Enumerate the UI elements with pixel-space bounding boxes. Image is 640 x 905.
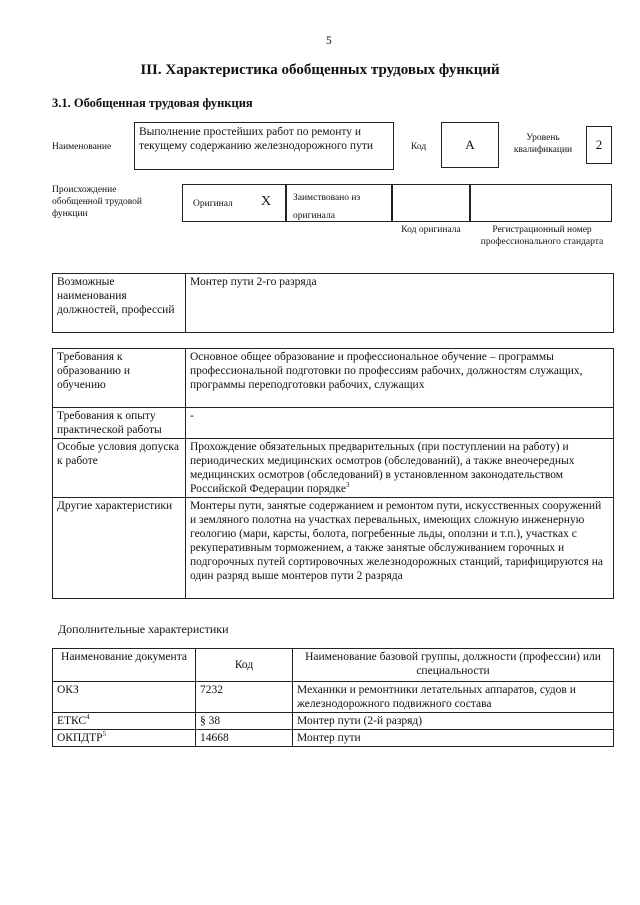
row-doc — [53, 682, 196, 713]
req-experience-label: Требования к опыту практической работы — [53, 408, 186, 439]
req-admission-label: Особые условия допуска к работе — [53, 439, 186, 498]
name-label: Наименование — [52, 142, 112, 152]
original-cell — [182, 184, 286, 222]
table-row — [53, 730, 614, 747]
req-experience-value: - — [186, 408, 614, 439]
row-name: Монтер пути — [293, 730, 614, 747]
row-name: Механики и ремонтники летательных аппаратов, судов и железнодорожного подвижного состава — [293, 682, 614, 713]
req-other-label: Другие характеристики — [53, 498, 186, 599]
table-row — [53, 498, 614, 599]
borrowed-cell — [286, 184, 392, 222]
level-label: Уровень квалификации — [513, 133, 573, 155]
additional-table — [52, 648, 614, 747]
code-value: А — [465, 137, 475, 152]
additional-title: Дополнительные характеристики — [58, 622, 229, 636]
subsection-title: 3.1. Обобщенная трудовая функция — [52, 96, 253, 110]
table-row — [53, 349, 614, 408]
level-value-box — [586, 126, 612, 164]
row-doc — [53, 713, 196, 730]
positions-value: Монтер пути 2-го разряда — [186, 274, 614, 333]
row-code: § 38 — [196, 713, 293, 730]
req-admission-cell — [186, 439, 614, 498]
original-mark: X — [261, 194, 272, 209]
code-original-label: Код оригинала — [401, 225, 461, 235]
row-doc-text: ОКЗ — [57, 684, 79, 696]
reg-number-cell — [470, 184, 612, 222]
req-education-value: Основное общее образование и профессиональное обучение – программы профессиональной подготовки по профессиям рабочих, должностям служащих, программы переподготовки рабочих, служащих — [186, 349, 614, 408]
table-row — [53, 682, 614, 713]
col-header-doc: Наименование документа — [53, 649, 196, 682]
function-name-box — [134, 122, 394, 170]
row-doc-text: ЕТКС — [57, 715, 87, 727]
positions-label: Возможные наименования должностей, профессий — [53, 274, 186, 333]
row-doc-sup: 4 — [86, 713, 90, 722]
borrowed-label: Заимствовано из оригинала — [293, 193, 361, 221]
table-header-row — [53, 649, 614, 682]
table-row — [53, 274, 614, 333]
footnote-marker: 3 — [345, 481, 350, 490]
row-doc-sup: 5 — [102, 730, 107, 739]
table-row — [53, 439, 614, 498]
code-value-box — [441, 122, 499, 168]
req-other-value: Монтеры пути, занятые содержанием и ремонтом пути, искусственных сооружений и земляного полотна на участках перевальных, имеющих сложную инженерную геологию (мари, карсты, болота, погребенные льды, оползни и т.п.), участках с рекуперативным торможением, а также занятые обслуживанием горочных и подгорочных путей сортировочных железнодорожных станций, тарифицируются на один разряд выше монтеров пути 2 разряда — [186, 498, 614, 599]
col-header-name: Наименование базовой группы, должности (профессии) или специальности — [293, 649, 614, 682]
row-name: Монтер пути (2-й разряд) — [293, 713, 614, 730]
code-label: Код — [411, 142, 427, 152]
positions-table — [52, 273, 614, 333]
row-code: 14668 — [196, 730, 293, 747]
reg-number-label: Регистрационный номер профессионального стандарта — [480, 225, 604, 247]
code-original-cell — [392, 184, 470, 222]
requirements-table — [52, 348, 614, 599]
level-value: 2 — [595, 137, 603, 152]
section-title: III. Характеристика обобщенных трудовых функций — [140, 62, 500, 78]
row-doc — [53, 730, 196, 747]
row-code: 7232 — [196, 682, 293, 713]
row-doc-text: ОКПДТР — [57, 732, 103, 744]
table-row — [53, 713, 614, 730]
function-name-value: Выполнение простейших работ по ремонту и текущему содержанию железнодорожного пути — [139, 126, 374, 152]
original-label: Оригинал — [193, 199, 233, 209]
req-admission-value: Прохождение обязательных предварительных (при поступлении на работу) и периодических медицинских осмотров (обследований), а также внеочередных медицинских осмотров (обследований) в установленном законодательством Российской Федерации порядке — [190, 441, 575, 495]
origin-label: Происхождение обобщенной трудовой функции — [52, 185, 142, 219]
col-header-code: Код — [196, 649, 293, 682]
req-education-label: Требования к образованию и обучению — [53, 349, 186, 408]
table-row — [53, 408, 614, 439]
page-number: 5 — [326, 35, 332, 47]
